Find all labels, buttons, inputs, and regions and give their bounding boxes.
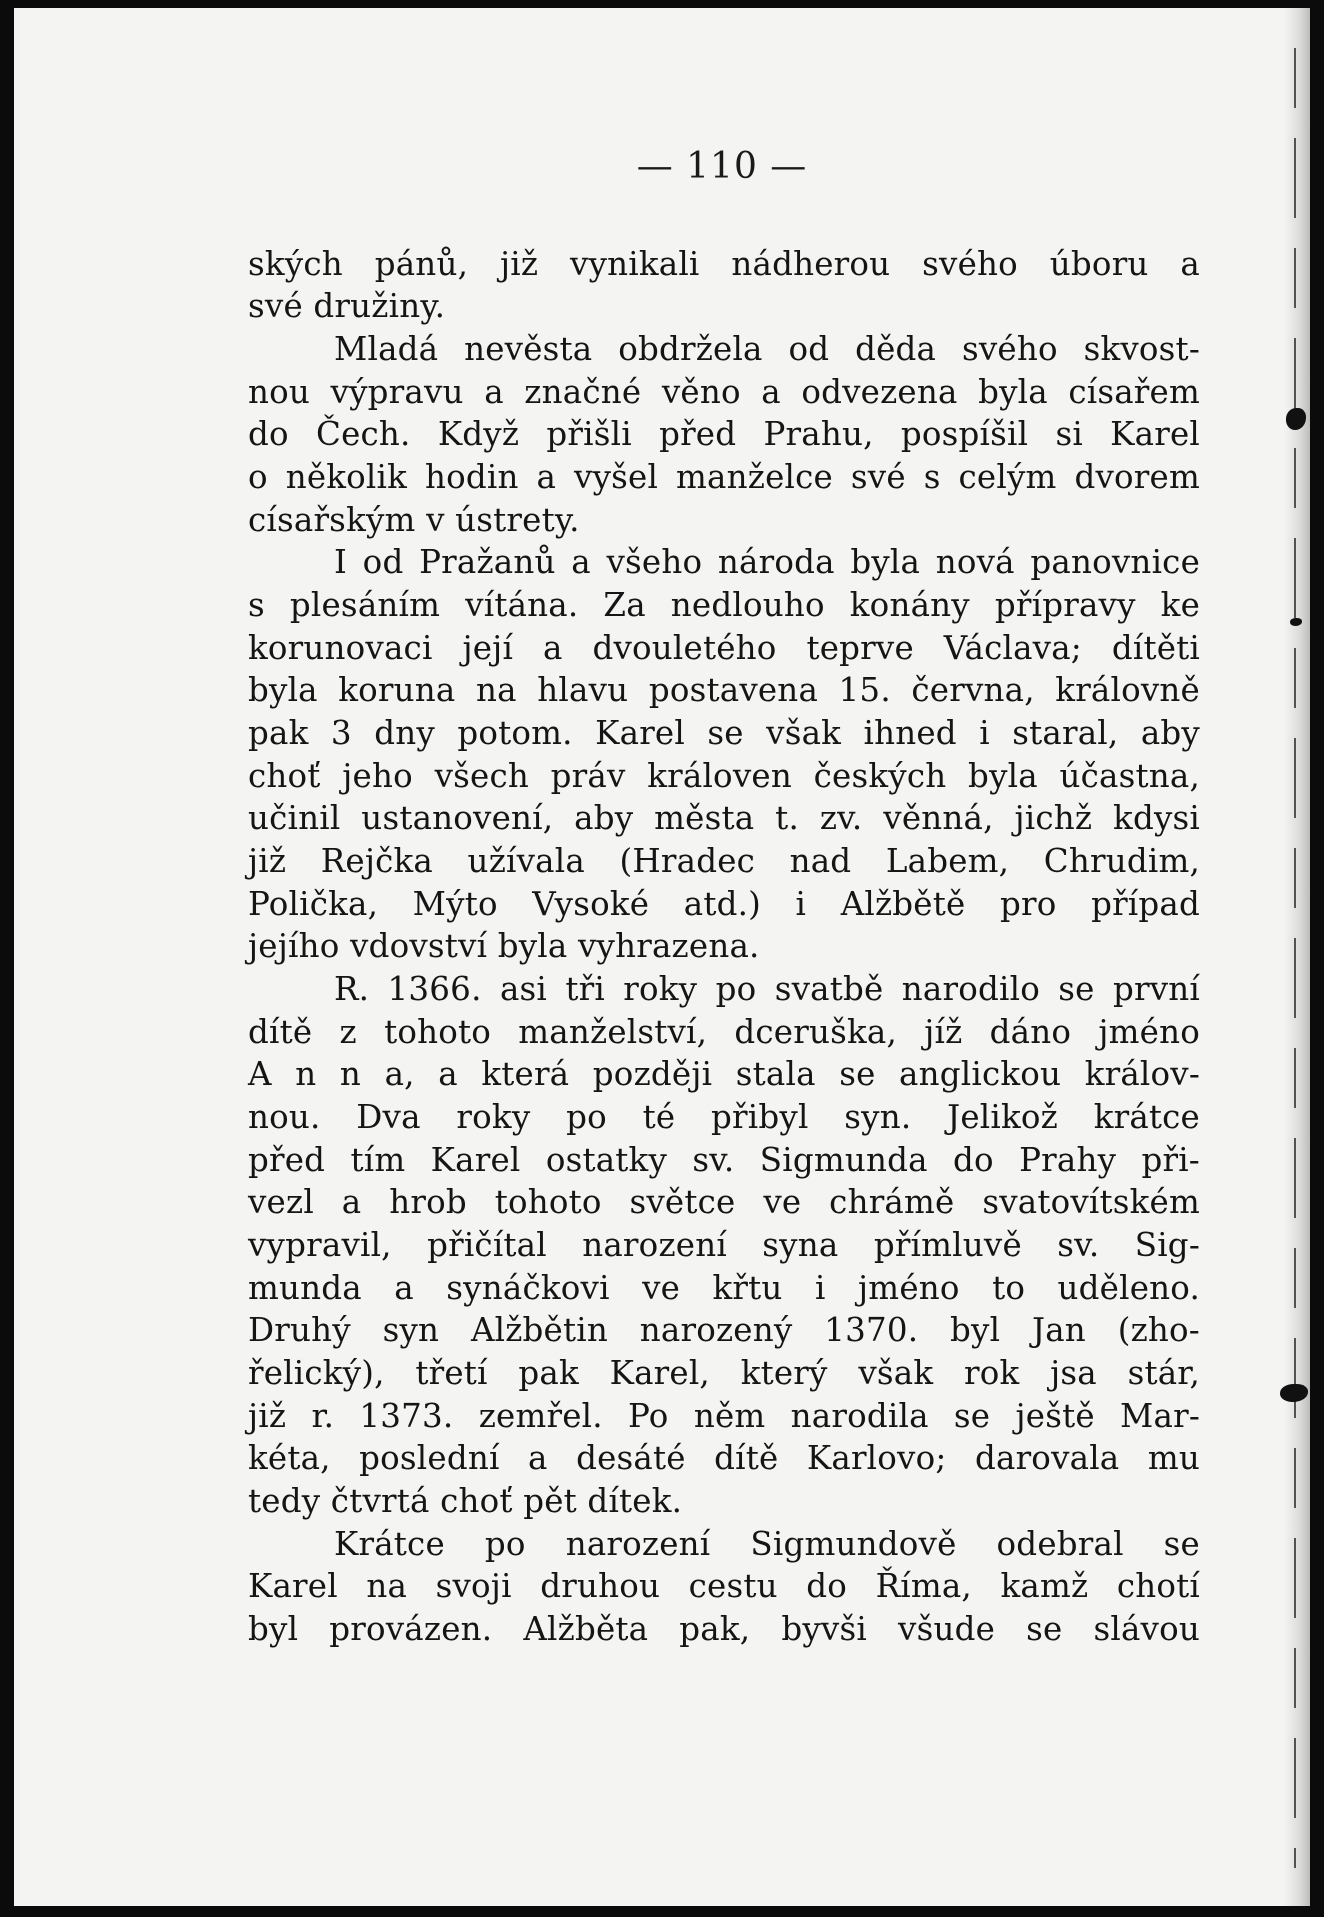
text-line: nou. Dva roky po té přibyl syn. Jelikož krátce	[248, 1098, 1200, 1136]
text-line: již r. 1373. zemřel. Po něm narodila se ještě Mar-	[248, 1397, 1200, 1435]
book-page	[14, 8, 1310, 1906]
text-line: Karel na svoji druhou cestu do Říma, kamž chotí	[248, 1567, 1200, 1605]
text-line: korunovaci její a dvouletého teprve Václava; dítěti	[248, 629, 1200, 667]
page-number: — 110 —	[636, 146, 808, 187]
text-line: do Čech. Když přišli před Prahu, pospíšil si Karel	[248, 415, 1200, 453]
text-line: vypravil, přičítal narození syna přímluvě sv. Sig-	[248, 1226, 1200, 1264]
text-line: I od Pražanů a všeho národa byla nová panovnice	[334, 543, 1200, 581]
text-line: pak 3 dny potom. Karel se však ihned i staral, aby	[248, 714, 1200, 752]
text-line: dítě z tohoto manželství, dceruška, jíž dáno jméno	[248, 1013, 1200, 1051]
text-line: ských pánů, již vynikali nádherou svého úboru a	[248, 245, 1200, 283]
text-line: vezl a hrob tohoto světce ve chrámě svatovítském	[248, 1183, 1200, 1221]
text-line: řelický), třetí pak Karel, který však rok jsa stár,	[248, 1354, 1200, 1392]
text-line: Druhý syn Alžbětin narozený 1370. byl Jan (zho-	[248, 1311, 1200, 1349]
text-line: učinil ustanovení, aby města t. zv. věnná, jichž kdysi	[248, 799, 1200, 837]
text-line: jejího vdovství byla vyhrazena.	[248, 927, 760, 965]
text-line: R. 1366. asi tři roky po svatbě narodilo se první	[334, 970, 1200, 1008]
text-line: kéta, poslední a desáté dítě Karlovo; darovala mu	[248, 1439, 1200, 1477]
text-line: císařským v ústrety.	[248, 501, 580, 539]
text-line: byla koruna na hlavu postavena 15. června, královně	[248, 671, 1200, 709]
text-line: nou výpravu a značné věno a odvezena byla císařem	[248, 373, 1200, 411]
text-line: již Rejčka užívala (Hradec nad Labem, Chrudim,	[248, 842, 1200, 880]
binding-edge-line	[1294, 48, 1296, 1868]
text-line: před tím Karel ostatky sv. Sigmunda do Prahy při-	[248, 1141, 1200, 1179]
text-line: tedy čtvrtá choť pět dítek.	[248, 1482, 683, 1520]
text-line: A n n a, a která později stala se anglickou králov-	[248, 1055, 1200, 1093]
text-line: své družiny.	[248, 287, 446, 325]
text-line: s plesáním vítána. Za nedlouho konány přípravy ke	[248, 586, 1200, 624]
text-line: munda a synáčkovi ve křtu i jméno to uděleno.	[248, 1269, 1200, 1307]
page-edge-shadow	[1284, 8, 1310, 1906]
text-line: choť jeho všech práv královen českých byla účastna,	[248, 757, 1200, 795]
text-line: Mladá nevěsta obdržela od děda svého skvost-	[334, 330, 1200, 368]
text-line: byl provázen. Alžběta pak, byvši všude se slávou	[248, 1610, 1200, 1648]
text-line: Krátce po narození Sigmundově odebral se	[334, 1525, 1200, 1563]
text-line: Polička, Mýto Vysoké atd.) i Alžbětě pro případ	[248, 885, 1200, 923]
text-line: o několik hodin a vyšel manželce své s celým dvorem	[248, 458, 1200, 496]
